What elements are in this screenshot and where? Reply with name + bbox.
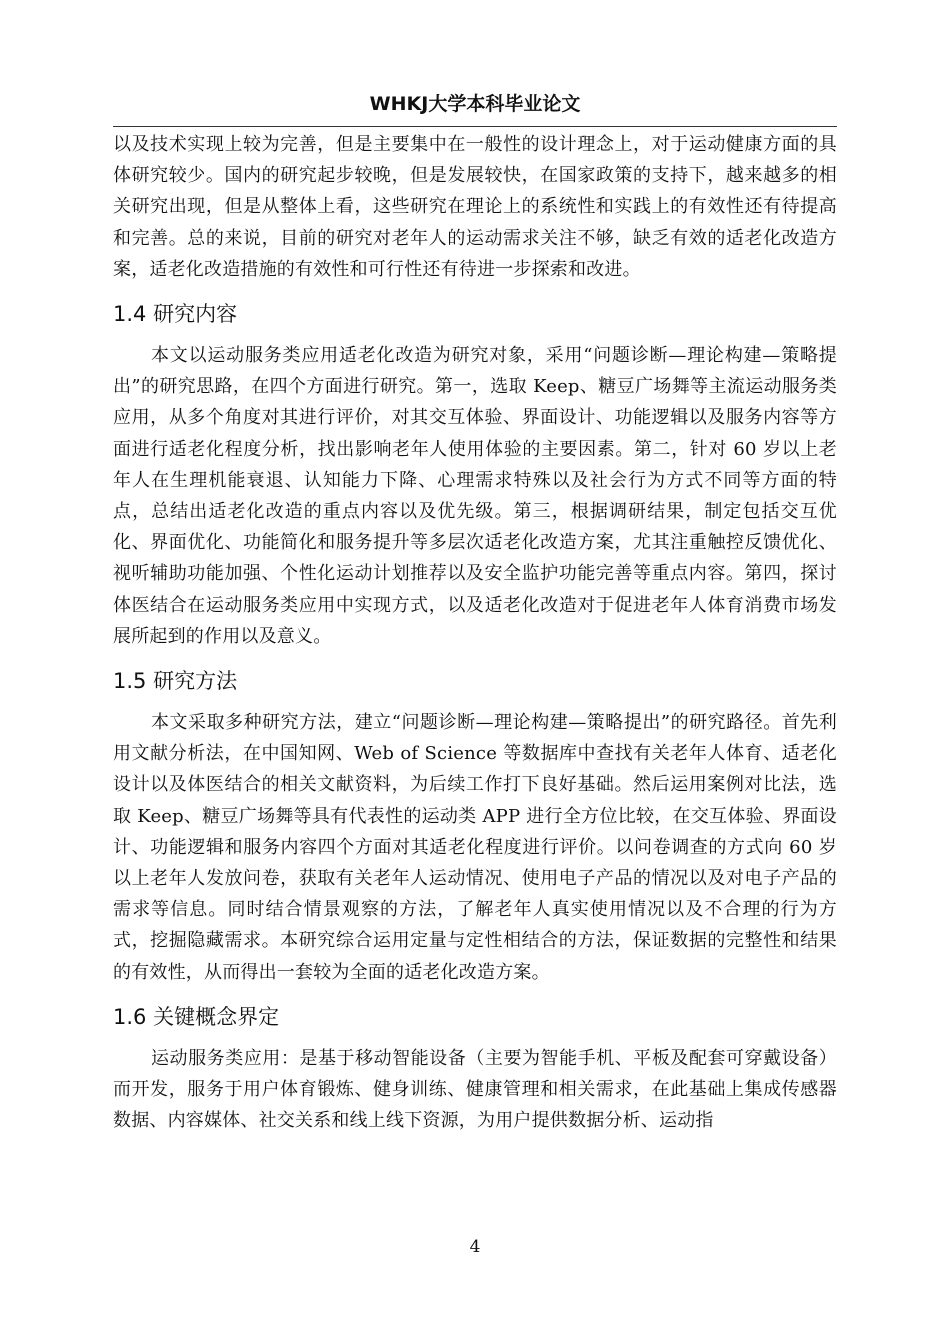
page-number: 4: [469, 1237, 481, 1257]
section-heading-1-5: 1.5 研究方法: [113, 669, 238, 694]
intro-paragraph: 以及技术实现上较为完善，但是主要集中在一般性的设计理念上，对于运动健康方面的具体研究较少。国内的研究起步较晚，但是发展较快，在国家政策的支持下，越来越多的相关研究出现，但是从整体上看，这些研究在理论上的系统性和实践上的有效性还有待提高和完善。总的来说，目前的研究对老年人的运动需求关注不够，缺乏有效的适老化改造方案，适老化改造措施的有效性和可行性还有待进一步探索和改进。: [113, 134, 837, 280]
section-heading-1-4: 1.4 研究内容: [113, 302, 238, 327]
page-content: [113, 129, 837, 1136]
section-heading-1-6: 1.6 关键概念界定: [113, 1004, 280, 1029]
header-divider: [113, 126, 837, 127]
running-header: WHKJ大学本科毕业论文: [369, 93, 581, 115]
section-paragraph-1-4: 本文以运动服务类应用适老化改造为研究对象，采用“问题诊断—理论构建—策略提出”的研究思路，在四个方面进行研究。第一，选取 Keep、糖豆广场舞等主流运动服务类应用，从多个角度对其进行评价，对其交互体验、界面设计、功能逻辑以及服务内容等方面进行适老化程度分析，找出影响老年人使用体验的主要因素。第二，针对 60 岁以上老年人在生理机能衰退、认知能力下降、心理需求特殊以及社会行为方式不同等方面的特点，总结出适老化改造的重点内容以及优先级。第三，根据调研结果，制定包括交互优化、界面优化、功能简化和服务提升等多层次适老化改造方案，尤其注重触控反馈优化、视听辅助功能加强、个性化运动计划推荐以及安全监护功能完善等重点内容。第四，探讨体医结合在运动服务类应用中实现方式，以及适老化改造对于促进老年人体育消费市场发展所起到的作用以及意义。: [113, 345, 837, 647]
section-paragraph-1-6: 运动服务类应用：是基于移动智能设备（主要为智能手机、平板及配套可穿戴设备）而开发，服务于用户体育锻炼、健身训练、健康管理和相关需求，在此基础上集成传感器数据、内容媒体、社交关系和线上线下资源，为用户提供数据分析、运动指: [113, 1047, 837, 1132]
section-paragraph-1-5: 本文采取多种研究方法，建立“问题诊断—理论构建—策略提出”的研究路径。首先利用文献分析法，在中国知网、Web of Science 等数据库中查找有关老年人体育、适老化设计以及体医结合的相关文献资料，为后续工作打下良好基础。然后运用案例对比法，选取 Keep、糖豆广场舞等具有代表性的运动类 APP 进行全方位比较，在交互体验、界面设计、功能逻辑和服务内容四个方面对其适老化程度进行评价。以问卷调查的方式向 60 岁以上老年人发放问卷，获取有关老年人运动情况、使用电子产品的情况以及对电子产品的需求等信息。同时结合情景观察的方法，了解老年人真实使用情况以及不合理的行为方式，挖掘隐藏需求。本研究综合运用定量与定性相结合的方法，保证数据的完整性和结果的有效性，从而得出一套较为全面的适老化改造方案。: [113, 712, 837, 983]
